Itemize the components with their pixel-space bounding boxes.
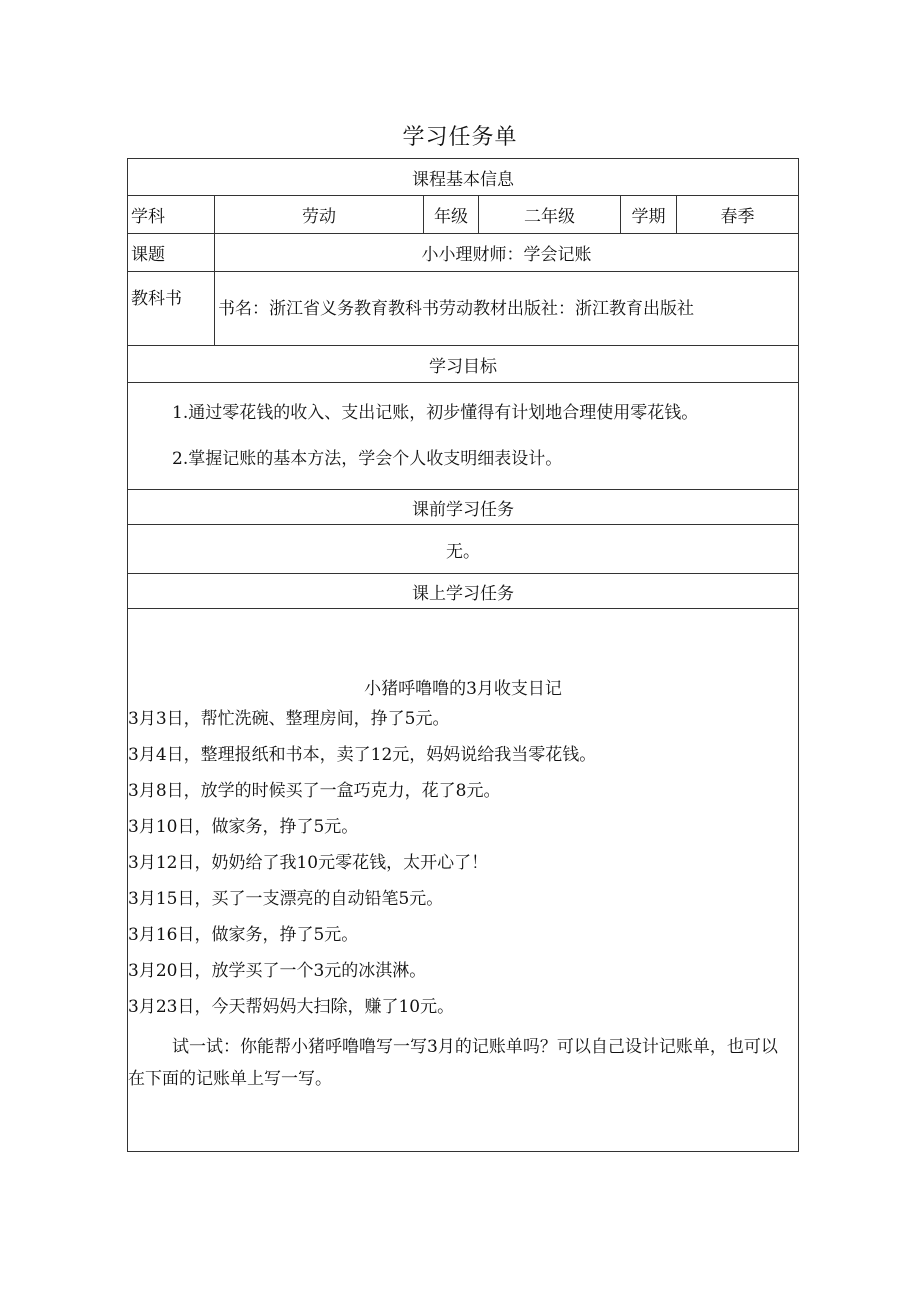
diary-entry: 3月4日，整理报纸和书本，卖了12元，妈妈说给我当零花钱。 — [128, 745, 597, 765]
textbook-row — [128, 272, 799, 346]
pre-class-header-row — [128, 490, 799, 525]
diary-entry: 3月3日，帮忙洗碗、整理房间，挣了5元。 — [128, 709, 450, 729]
in-class-header-row — [128, 574, 799, 609]
diary-title: 小猪呼噜噜的3月收支日记 — [364, 679, 562, 699]
diary-entry: 3月10日，做家务，挣了5元。 — [128, 817, 359, 837]
term-label: 学期 — [621, 196, 677, 234]
in-class-header: 课上学习任务 — [128, 574, 799, 609]
diary-entry: 3月20日，放学买了一个3元的冰淇淋。 — [128, 961, 427, 981]
term-value: 春季 — [677, 196, 799, 234]
textbook-value: 书名：浙江省义务教育教科书劳动教材出版社：浙江教育出版社 — [218, 299, 694, 319]
meta-row — [128, 196, 799, 234]
goal-item: 1.通过零花钱的收入、支出记账，初步懂得有计划地合理使用零花钱。 — [172, 403, 699, 423]
diary-entry: 3月8日，放学的时候买了一盒巧克力，花了8元。 — [128, 781, 501, 801]
topic-row — [128, 234, 799, 272]
diary-entry: 3月12日，奶奶给了我10元零花钱，太开心了！ — [128, 853, 489, 873]
textbook-label-cell — [128, 272, 215, 346]
pre-class-content: 无。 — [128, 525, 799, 574]
goals-cell — [128, 383, 799, 490]
in-class-row — [128, 609, 799, 1152]
goal-item: 2.掌握记账的基本方法，学会个人收支明细表设计。 — [172, 449, 563, 469]
try-it-prompt: 试一试：你能帮小猪呼噜噜写一写3月的记账单吗？可以自己设计记账单，也可以在下面的记账单上写一写。 — [128, 1037, 778, 1089]
goals-header-row — [128, 346, 799, 383]
diary-entry: 3月23日，今天帮妈妈大扫除，赚了10元。 — [128, 997, 455, 1017]
grade-label: 年级 — [424, 196, 479, 234]
subject-label: 学科 — [128, 196, 215, 234]
goals-row — [128, 383, 799, 490]
task-sheet-table — [127, 158, 799, 1152]
topic-value: 小小理财师：学会记账 — [215, 234, 799, 272]
basic-info-header-row — [128, 159, 799, 196]
document-title: 学习任务单 — [402, 125, 518, 150]
diary-cell — [128, 609, 799, 1152]
pre-class-header: 课前学习任务 — [128, 490, 799, 525]
diary-entry: 3月15日，买了一支漂亮的自动铅笔5元。 — [128, 889, 444, 909]
goals-header: 学习目标 — [128, 346, 799, 383]
basic-info-header: 课程基本信息 — [128, 159, 799, 196]
grade-value: 二年级 — [479, 196, 621, 234]
textbook-value-cell — [215, 272, 799, 346]
pre-class-row — [128, 525, 799, 574]
topic-label: 课题 — [128, 234, 215, 272]
subject-value: 劳动 — [215, 196, 424, 234]
diary-entry: 3月16日，做家务，挣了5元。 — [128, 925, 359, 945]
textbook-label: 教科书 — [131, 289, 182, 309]
